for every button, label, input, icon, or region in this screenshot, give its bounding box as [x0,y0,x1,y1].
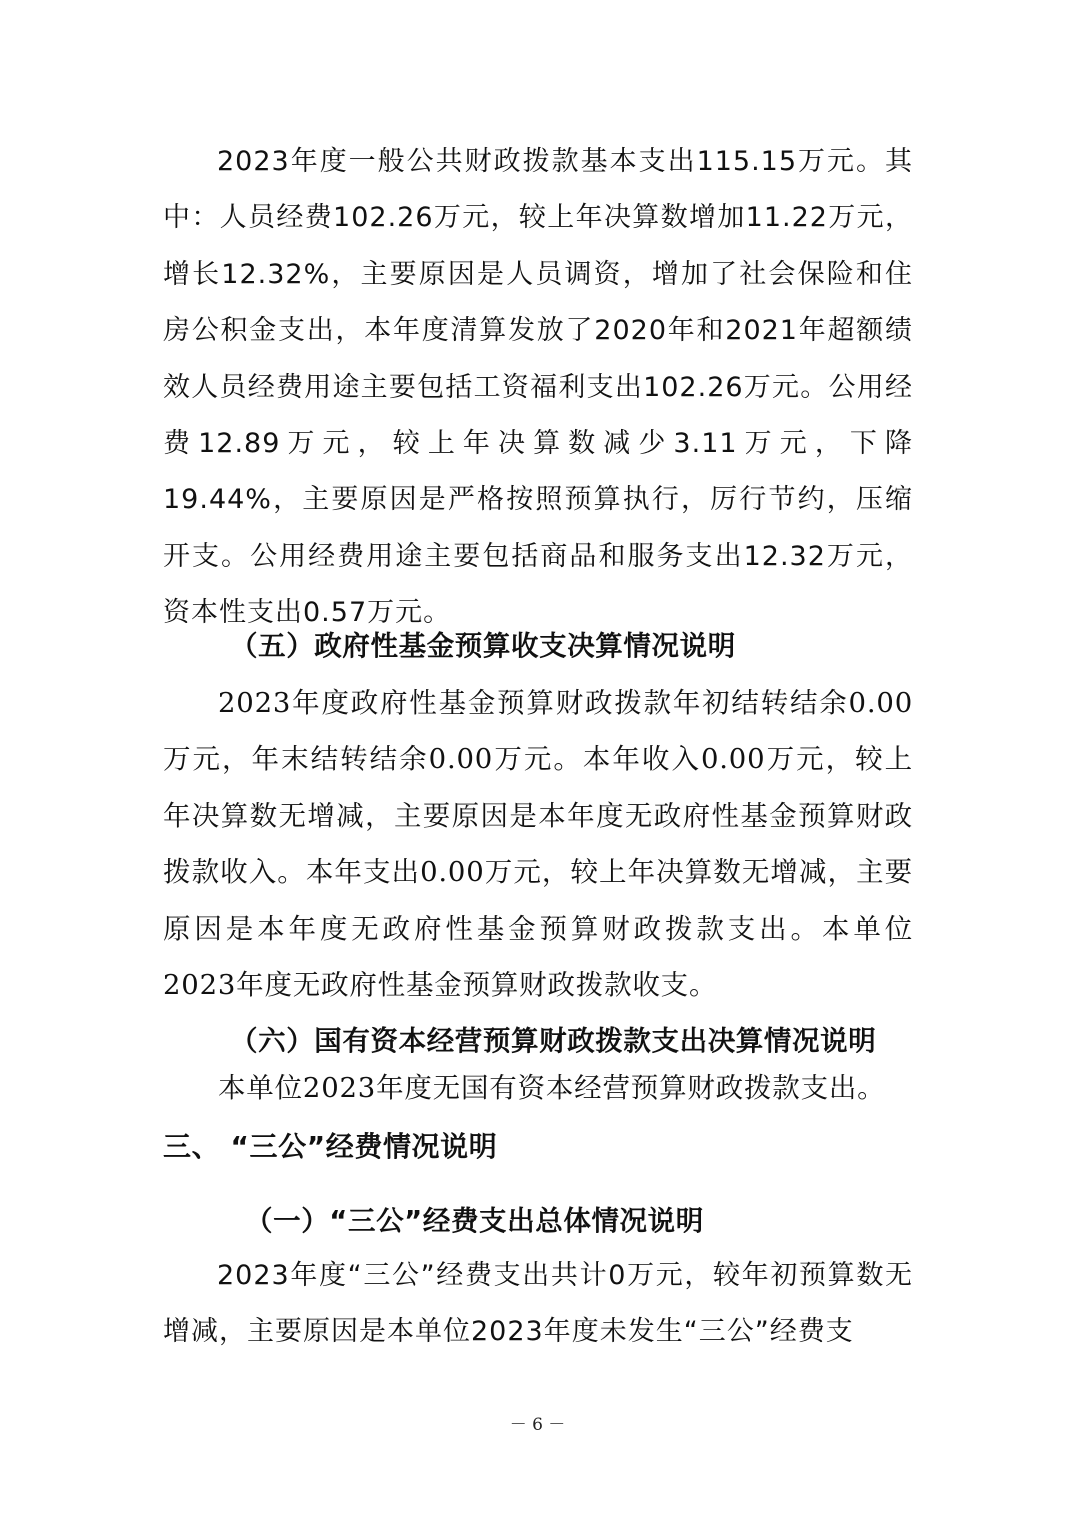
state-capital-heading: （六）国有资本经营预算财政拨款支出决算情况说明 [230,1025,877,1057]
three-public-overall-paragraph: 2023年度“三公”经费支出共计0万元，较年初预算数无增减，主要原因是本单位2023年度未发生“三公”经费支 [163,1260,913,1348]
government-fund-paragraph: 2023年度政府性基金预算财政拨款年初结转结余0.00万元，年末结转结余0.00万元。本年收入0.00万元，较上年决算数无增减，主要原因是本年度无政府性基金预算财政拨款收入。本年支出0.00万元，较上年决算数无增减，主要原因是本年度无政府性基金预算财政拨款支出。本单位2023年度无政府性基金预算财政拨款收支。 [163,687,913,1002]
page-number: － 6 － [509,1415,566,1435]
three-public-section-title: 三、 “三公”经费情况说明 [163,1130,498,1163]
basic-expenditure-paragraph: 2023年度一般公共财政拨款基本支出115.15万元。其中：人员经费102.26万元，较上年决算数增加11.22万元，增长12.32%，主要原因是人员调资，增加了社会保险和住房公积金支出，本年度清算发放了2020年和2021年超额绩效人员经费用途主要包括工资福利支出102.26万元。公用经费12.89万元，较上年决算数减少3.11万元，下降19.44%，主要原因是严格按照预算执行，厉行节约，压缩开支。公用经费用途主要包括商品和服务支出12.32万元，资本性支出0.57万元。 [163,146,913,629]
government-fund-heading: （五）政府性基金预算收支决算情况说明 [230,630,736,662]
three-public-overall-heading: （一）“三公”经费支出总体情况说明 [245,1205,704,1237]
state-capital-paragraph: 本单位2023年度无国有资本经营预算财政拨款支出。 [218,1072,886,1104]
